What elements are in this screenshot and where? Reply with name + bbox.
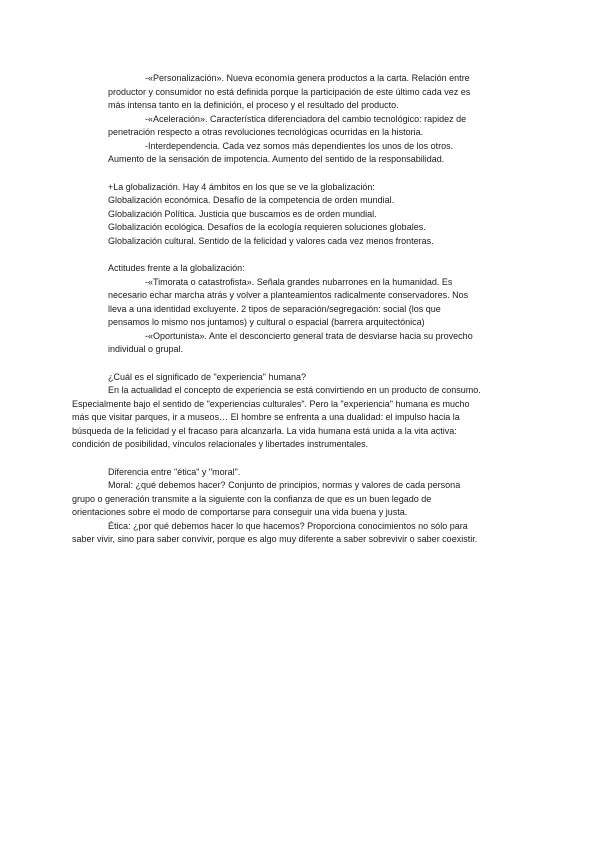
- text-line: +La globalización. Hay 4 ámbitos en los que se ve la globalización:: [108, 182, 375, 192]
- text-line: -Interdependencia. Cada vez somos más dependientes los unos de los otros.: [145, 141, 454, 151]
- text-line: orientaciones sobre el modo de comportarse para conseguir una vida buena y justa.: [72, 507, 408, 517]
- text-line: -«Timorata o catastrofista». Señala grandes nubarrones en la humanidad. Es: [145, 277, 453, 287]
- text-line: -«Oportunista». Ante el desconcierto general trata de desviarse hacia su provecho: [145, 331, 473, 341]
- text-line: Aumento de la sensación de impotencia. Aumento del sentido de la responsabilidad.: [108, 154, 445, 164]
- text-line: Globalización cultural. Sentido de la felicidad y valores cada vez menos fronteras.: [108, 236, 434, 246]
- text-line: Ética: ¿por qué debemos hacer lo que hacemos? Proporciona conocimientos no sólo para: [108, 521, 468, 531]
- text-line: productor y consumidor no está definida porque la participación de este último cada vez es: [108, 87, 471, 97]
- text-line: Moral: ¿qué debemos hacer? Conjunto de principios, normas y valores de cada persona: [108, 480, 461, 490]
- text-line: individual o grupal.: [108, 344, 184, 354]
- text-line: pensamos lo mismo nos juntamos) y cultural o espacial (barrera arquitectónica): [108, 317, 425, 327]
- text-line: ¿Cuál es el significado de "experiencia" humana?: [108, 372, 307, 382]
- text-line: grupo o generación transmite a la siguiente con la confianza de que es un buen legado de: [72, 494, 432, 504]
- text-line: Actitudes frente a la globalización:: [108, 263, 245, 273]
- text-line: más que visitar parques, ir a museos… El hombre se enfrenta a una dualidad: el impulso hacia la: [72, 412, 460, 422]
- text-line: Especialmente bajo el sentido de "experiencias culturales". Pero la "experiencia" humana es mucho: [72, 399, 470, 409]
- text-line: En la actualidad el concepto de experiencia se está convirtiendo en un producto de consumo.: [108, 385, 481, 395]
- text-line: Diferencia entre "ética" y "moral".: [108, 467, 241, 477]
- text-line: saber vivir, sino para saber convivir, porque es algo muy diferente a saber sobrevivir o saber coexistir.: [72, 534, 478, 544]
- text-line: Globalización Política. Justicia que buscamos es de orden mundial.: [108, 209, 377, 219]
- text-line: más intensa tanto en la definición, el proceso y el resultado del producto.: [108, 100, 399, 110]
- text-line: Globalización ecológica. Desafíos de la ecología requieren soluciones globales.: [108, 222, 426, 232]
- text-line: necesario echar marcha atrás y volver a planteamientos radicalmente conservadores. Nos: [108, 290, 469, 300]
- text-line: lleva a una identidad excluyente. 2 tipos de separación/segregación: social (los que: [108, 304, 441, 314]
- text-line: Globalización económica. Desafío de la competencia de orden mundial.: [108, 195, 395, 205]
- text-line: penetración respecto a otras revoluciones tecnológicas ocurridas en la historia.: [108, 127, 424, 137]
- text-line: búsqueda de la felicidad y el fracaso para alcanzarla. La vida humana está unida a la vita activa:: [72, 426, 457, 436]
- text-line: -«Aceleración». Característica diferenciadora del cambio tecnológico: rapidez de: [145, 114, 467, 124]
- text-line: -«Personalización». Nueva economía genera productos a la carta. Relación entre: [145, 73, 470, 83]
- text-line: condición de posibilidad, vínculos relacionales y libertades instrumentales.: [72, 439, 369, 449]
